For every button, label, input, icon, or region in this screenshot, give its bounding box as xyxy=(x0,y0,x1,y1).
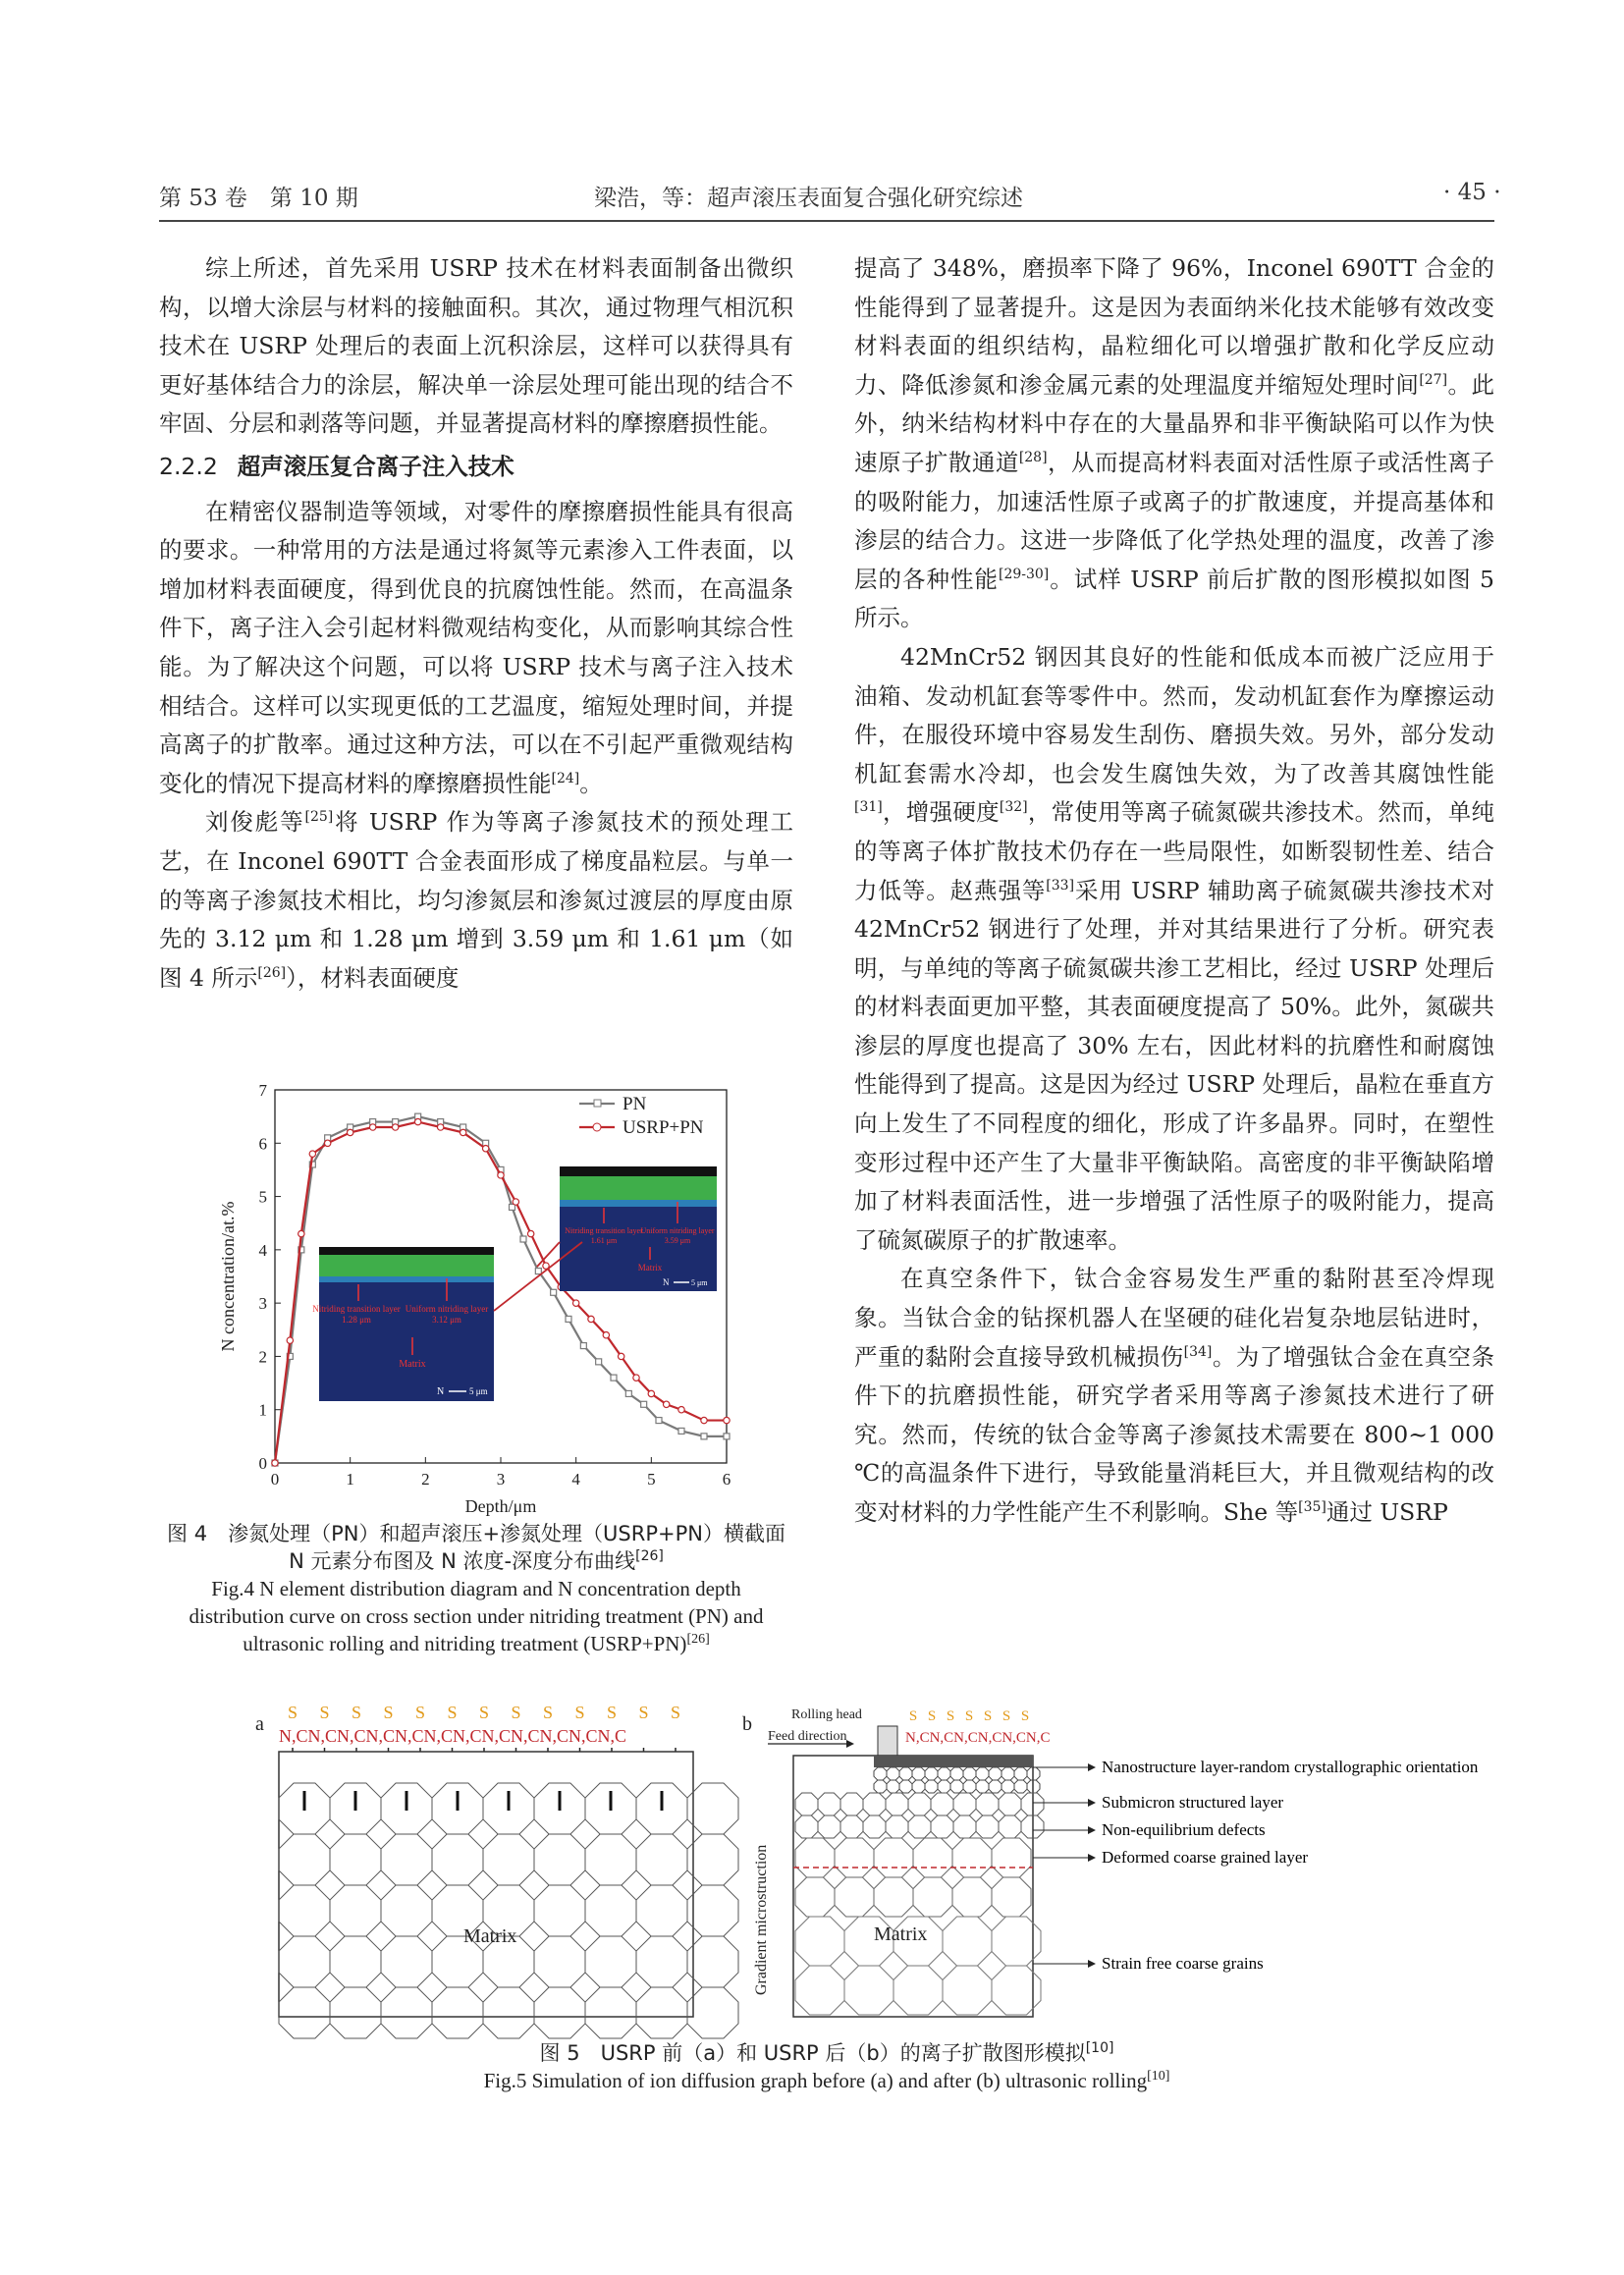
y-axis-label: N concentration/at.% xyxy=(218,1201,238,1352)
fig5b-rolling-head: Rolling head xyxy=(791,1707,862,1722)
fig5b-gradient-label: Gradient microstruction xyxy=(753,1844,770,1995)
fig5b-matrix-box xyxy=(793,1756,1044,2017)
data-point xyxy=(603,1332,609,1338)
citation[interactable]: [28] xyxy=(1018,450,1048,466)
data-point xyxy=(656,1418,662,1424)
data-point xyxy=(392,1124,398,1130)
data-point xyxy=(572,1300,578,1306)
header-center: 梁浩，等：超声滚压表面复合强化研究综述 xyxy=(594,186,1023,211)
inset-left-label-transition: Nitriding transition layer xyxy=(312,1304,401,1314)
rolling-head-icon xyxy=(878,1726,897,1756)
data-point xyxy=(520,1236,526,1242)
citation[interactable]: [29-30] xyxy=(998,566,1050,582)
data-point xyxy=(369,1124,375,1130)
citation[interactable]: [34] xyxy=(1183,1343,1213,1360)
citation[interactable]: [35] xyxy=(1298,1499,1326,1516)
svg-text:1.28 μm: 1.28 μm xyxy=(342,1315,371,1325)
s-label: S xyxy=(983,1708,993,1724)
data-point xyxy=(596,1359,602,1365)
s-label: S xyxy=(351,1703,362,1722)
data-point xyxy=(724,1434,730,1439)
data-point xyxy=(641,1401,647,1407)
data-point xyxy=(566,1316,571,1322)
s-label: S xyxy=(511,1703,521,1722)
right-column xyxy=(854,249,1494,1688)
y-tick-label: 3 xyxy=(258,1294,267,1314)
data-point xyxy=(482,1146,488,1152)
s-label: S xyxy=(447,1703,458,1722)
legend-marker xyxy=(593,1123,601,1131)
data-point xyxy=(298,1230,304,1236)
s-label: S xyxy=(1001,1708,1011,1724)
y-tick-label: 6 xyxy=(258,1134,267,1154)
y-tick-label: 0 xyxy=(258,1454,267,1473)
s-label: S xyxy=(1020,1708,1030,1724)
legend-strain-free: Strain free coarse grains xyxy=(1102,1954,1264,1973)
data-point xyxy=(513,1199,518,1205)
legend-deformed: Deformed coarse grained layer xyxy=(1102,1848,1309,1867)
legend-submicron: Submicron structured layer xyxy=(1102,1793,1284,1812)
s-label: S xyxy=(606,1703,618,1722)
grain xyxy=(687,1885,738,1936)
legend-nanostructure: Nanostructure layer-random crystallographic orientation xyxy=(1102,1758,1479,1776)
fig5b-feed-direction: Feed direction xyxy=(768,1729,847,1744)
fig4-chart xyxy=(201,1081,751,1522)
grain xyxy=(687,1834,738,1885)
citation[interactable]: [31] xyxy=(854,799,883,816)
citation[interactable]: [32] xyxy=(999,799,1028,816)
data-point xyxy=(347,1129,352,1135)
fig5-diagram xyxy=(245,1701,1479,2034)
left-column xyxy=(159,249,793,998)
legend-label: PN xyxy=(623,1094,647,1114)
data-point xyxy=(618,1353,623,1359)
fig5a-matrix-box xyxy=(279,1752,738,2038)
section-number: 2.2.2 xyxy=(159,452,218,480)
data-point xyxy=(724,1417,730,1423)
data-point xyxy=(437,1124,443,1130)
section-title: 超声滚压复合离子注入技术 xyxy=(237,452,514,480)
svg-text:3.59 μm: 3.59 μm xyxy=(664,1236,691,1245)
paragraph: 综上所述，首先采用 USRP 技术在材料表面制备出微织构，以增大涂层与材料的接触面积。其次，通过物理气相沉积技术在 USRP 处理后的表面上沉积涂层，这样可以获得具有更好基体结合力的涂层，解决单一涂层处理可能出现的结合不牢固、分层和剥落等问题，并显著提高材料的摩擦磨损性能。 xyxy=(159,254,793,438)
s-label: S xyxy=(927,1708,937,1724)
data-point xyxy=(287,1337,293,1343)
s-label: S xyxy=(638,1703,649,1722)
svg-text:5 μm: 5 μm xyxy=(469,1386,488,1396)
svg-text:N: N xyxy=(663,1277,670,1287)
paragraph: 在真空条件下，钛合金容易发生严重的黏附甚至冷焊现象。当钛合金的钻探机器人在坚硬的硅化岩复杂地层钻进时，严重的黏附会直接导致机械损伤[34]。为了增强钛合金在真空条件下的抗磨损性能，研究学者采用等离子渗氮技术进行了研究。然而，传统的钛合金等离子渗氮技术需要在 800~1 000 ℃的高温条件下进行，导致能量消耗巨大，并且微观结构的改变对材料的力学性能产生不利影响。She 等[35]通过 USRP xyxy=(854,1265,1495,1526)
svg-text:N: N xyxy=(437,1386,445,1397)
paragraph: 42MnCr52 钢因其良好的性能和低成本而被广泛应用于油箱、发动机缸套等零件中。然而，发动机缸套作为摩擦运动件，在服役环境中容易发生刮伤、磨损失效。另外，部分发动机缸套需水冷却，也会发生腐蚀失效，为了改善其腐蚀性能[31]，增强硬度[32]，常使用等离子硫氮碳共渗技术。然而，单纯的等离子体扩散技术仍存在一些局限性，如断裂韧性差、结合力低等。赵燕强等[33]采用 USRP 辅助离子硫氮碳共渗技术对 42MnCr52 钢进行了处理，并对其结果进行了分析。研究表明，与单纯的等离子硫氮碳共渗工艺相比，经过 USRP 处理后的材料表面更加平整，其表面硬度提高了 50%。此外，氮碳共渗层的厚度也提高了 30% 左右，因此材料的抗磨性和耐腐蚀性能得到了提高。这是因为经过 USRP 处理后，晶粒在垂直方向上发生了不同程度的细化，形成了许多晶界。同时，在塑性变形过程中还产生了大量非平衡缺陷。高密度的非平衡缺陷增加了材料表面活性，进一步增强了活性原子的吸附能力，提高了硫氮碳原子的扩散速率。 xyxy=(854,642,1495,1254)
paragraph: 刘俊彪等[25]将 USRP 作为等离子渗氮技术的预处理工艺，在 Inconel 690TT 合金表面形成了梯度晶粒层。与单一的等离子渗氮技术相比，均匀渗氮层和渗氮过渡层的厚度由原先的 3.12 μm 和 1.28 μm 增到 3.59 μm 和 1.61 μm（如图 4 所示[26]），材料表面硬度 xyxy=(159,808,794,992)
y-tick-label: 2 xyxy=(258,1347,267,1367)
section-heading xyxy=(159,448,793,487)
inset-left-label-uniform: Uniform nitriding layer xyxy=(405,1304,489,1314)
s-label: S xyxy=(319,1703,330,1722)
fig4-caption xyxy=(159,1520,793,1657)
data-point xyxy=(678,1407,684,1413)
fig5b-sulfur-row xyxy=(909,1708,1029,1724)
y-tick-label: 4 xyxy=(258,1240,267,1260)
s-label: S xyxy=(383,1703,394,1722)
legend-defects: Non-equilibrium defects xyxy=(1102,1820,1266,1839)
data-point xyxy=(535,1269,541,1274)
inset-left xyxy=(312,1247,494,1401)
fig4-caption-cn: 图 4 渗氮处理（PN）和超声滚压+渗氮处理（USRP+PN）横截面 N 元素分布图及 N 浓度-深度分布曲线[26] xyxy=(167,1522,785,1573)
data-point xyxy=(527,1230,533,1236)
y-tick-label: 7 xyxy=(258,1081,267,1100)
inset-right-label-transition: Nitriding transition layer xyxy=(565,1226,643,1235)
fig5-legend xyxy=(1033,1758,1479,1973)
data-point xyxy=(309,1151,315,1157)
fig5-caption xyxy=(159,2039,1494,2094)
data-point xyxy=(678,1428,684,1434)
data-point xyxy=(611,1375,617,1381)
paragraph: 在精密仪器制造等领域，对零件的摩擦磨损性能具有很高的要求。一种常用的方法是通过将氮等元素渗入工件表面，以增加材料表面硬度，得到优良的抗腐蚀性能。然而，在高温条件下，离子注入会引起材料微观结构变化，从而影响其综合性能。为了解决这个问题，可以将 USRP 技术与离子注入技术相结合。这样可以实现更低的工艺温度，缩短处理时间，并提高离子的扩散率。通过这种方法，可以在不引起严重微观结构变化的情况下提高材料的摩擦磨损性能[24]。 xyxy=(159,497,793,797)
citation[interactable]: [24] xyxy=(551,770,580,786)
citation[interactable]: [25] xyxy=(304,809,334,826)
data-point xyxy=(580,1343,586,1349)
inset-left-nitrided-layer xyxy=(319,1255,494,1276)
s-label: S xyxy=(908,1708,918,1724)
s-label: S xyxy=(478,1703,490,1722)
s-label: S xyxy=(574,1703,585,1722)
inset-right-nitrided-layer xyxy=(560,1176,717,1200)
x-tick-label: 0 xyxy=(270,1470,280,1489)
data-point xyxy=(648,1390,654,1396)
x-tick-label: 6 xyxy=(722,1470,731,1489)
data-point xyxy=(701,1417,707,1423)
data-point xyxy=(551,1289,557,1295)
data-point xyxy=(272,1460,278,1466)
data-point xyxy=(701,1434,707,1439)
grain xyxy=(687,1936,738,1987)
data-point xyxy=(588,1316,594,1322)
header-right: · 45 · xyxy=(1443,180,1501,205)
s-label: S xyxy=(414,1703,426,1722)
fig5a-matrix-label: Matrix xyxy=(463,1925,517,1947)
header-left: 第 53 卷 第 10 期 xyxy=(159,186,358,211)
inset-right xyxy=(560,1166,717,1291)
paragraph: 提高了 348%，磨损率下降了 96%，Inconel 690TT 合金的性能得到了显著提升。这是因为表面纳米化技术能够有效改变材料表面的组织结构，晶粒细化可以增强扩散和化学反应动力、降低渗氮和渗金属元素的处理温度并缩短处理时间[27]。此外，纳米结构材料中存在的大量晶界和非平衡缺陷可以作为快速原子扩散通道[28]，从而提高材料表面对活性原子或活性离子的吸附能力，加速活性原子或离子的扩散速度，并提高基体和渗层的结合力。这进一步降低了化学热处理的温度，改善了渗层的各种性能[29-30]。试样 USRP 前后扩散的图形模拟如图 5 所示。 xyxy=(854,254,1495,632)
y-tick-label: 5 xyxy=(258,1187,267,1207)
x-tick-label: 5 xyxy=(647,1470,656,1489)
inset-right-matrix: Matrix xyxy=(637,1263,663,1273)
header-rule xyxy=(159,220,1494,222)
s-label: S xyxy=(287,1703,298,1722)
x-tick-label: 1 xyxy=(346,1470,354,1489)
s-label: S xyxy=(946,1708,955,1724)
x-tick-label: 3 xyxy=(496,1470,506,1489)
fig5-caption-cn: 图 5 USRP 前（a）和 USRP 后（b）的离子扩散图形模拟[10] xyxy=(539,2040,1114,2065)
data-point xyxy=(633,1375,639,1381)
fig5-panel-a-label: a xyxy=(255,1713,264,1735)
data-point xyxy=(414,1118,420,1124)
citation[interactable]: [27] xyxy=(1419,371,1448,388)
data-point xyxy=(324,1140,330,1146)
data-point xyxy=(663,1401,669,1407)
legend-marker xyxy=(594,1100,601,1107)
legend-label: USRP+PN xyxy=(623,1117,704,1138)
svg-text:3.12 μm: 3.12 μm xyxy=(432,1315,461,1325)
x-axis-label: Depth/μm xyxy=(464,1496,537,1516)
inset-right-label-uniform: Uniform nitriding layer xyxy=(640,1226,715,1235)
inset-left-matrix: Matrix xyxy=(399,1359,426,1370)
data-point xyxy=(625,1390,631,1396)
fig4-caption-en: Fig.4 N element distribution diagram and N concentration depth distribution curve on cross section under nitriding treatment (PN) and ultrasonic rolling and nitriding treatment (USRP+PN)[26] xyxy=(189,1577,764,1655)
fig5b-ion-text: N,CN,CN,CN,CN,CN,C xyxy=(905,1730,1051,1746)
fig5b-matrix-label: Matrix xyxy=(874,1923,928,1945)
grain xyxy=(687,1987,738,2038)
x-tick-label: 4 xyxy=(571,1470,580,1489)
citation[interactable]: [33] xyxy=(1046,877,1075,894)
data-point xyxy=(498,1172,504,1178)
s-label: S xyxy=(964,1708,974,1724)
fig5-caption-en: Fig.5 Simulation of ion diffusion graph before (a) and after (b) ultrasonic rolling[10] xyxy=(483,2069,1170,2092)
y-tick-label: 1 xyxy=(258,1400,267,1420)
grain xyxy=(687,1783,738,1834)
s-label: S xyxy=(542,1703,554,1722)
svg-text:5 μm: 5 μm xyxy=(691,1278,708,1287)
citation[interactable]: [26] xyxy=(257,964,287,981)
nanostructure-layer xyxy=(874,1756,1033,1767)
x-tick-label: 2 xyxy=(421,1470,430,1489)
data-point xyxy=(460,1129,465,1135)
fig5-panel-b-label: b xyxy=(742,1713,752,1735)
s-label: S xyxy=(670,1703,681,1722)
fig5a-ion-text: N,CN,CN,CN,CN,CN,CN,CN,CN,CN,CN,CN,C xyxy=(279,1726,627,1746)
svg-text:1.61 μm: 1.61 μm xyxy=(590,1236,618,1245)
fig5a-sulfur-row xyxy=(288,1703,680,1722)
